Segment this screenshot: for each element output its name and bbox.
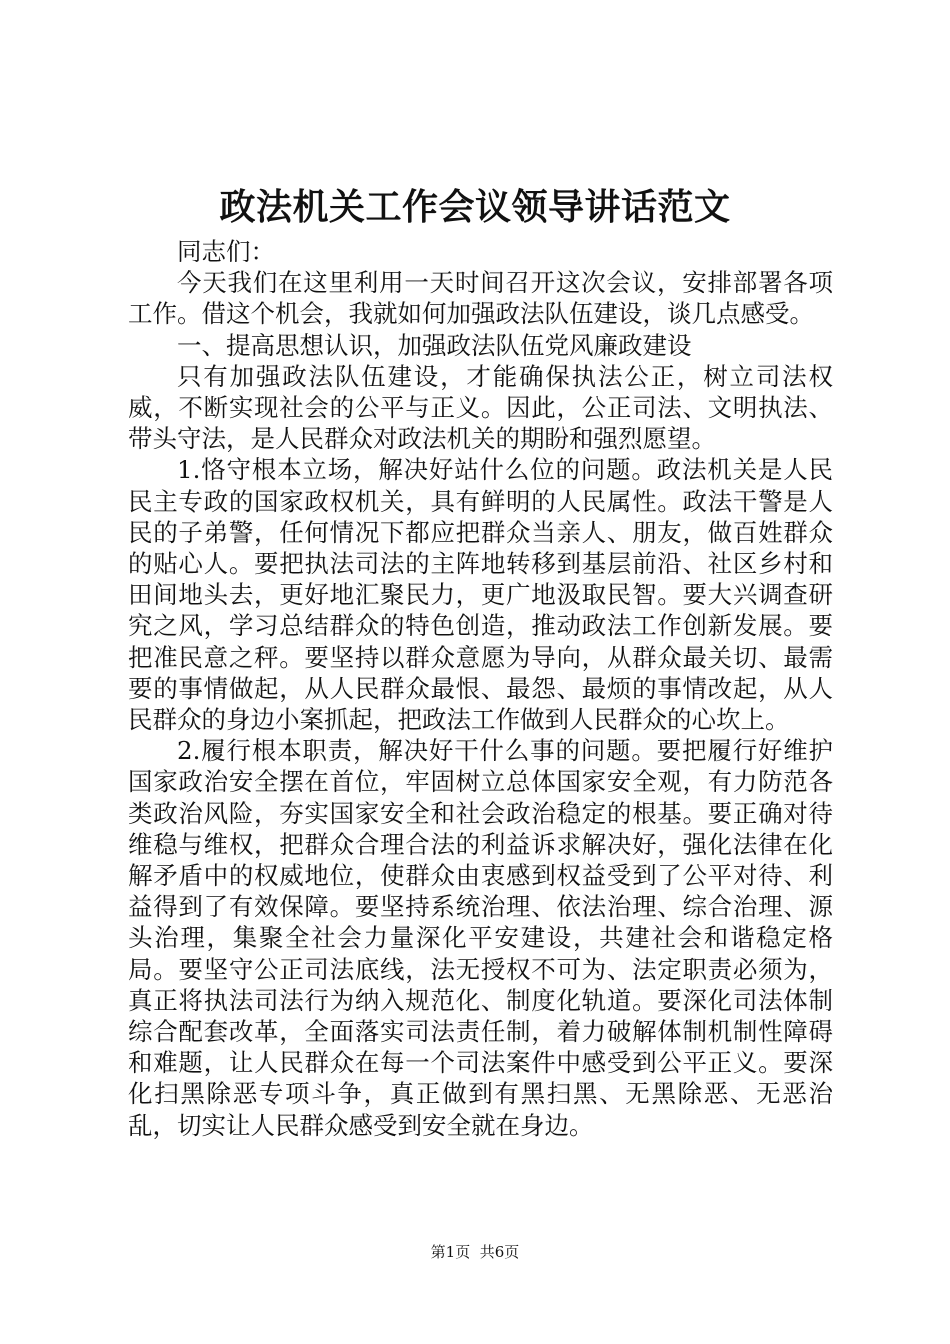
salutation-paragraph: 同志们： xyxy=(177,237,275,266)
section-heading: 一、提高思想认识，加强政法队伍党风廉政建设 xyxy=(177,330,692,360)
body-paragraph: 只有加强政法队伍建设，才能确保执法公正，树立司法权威，不断实现社会的公平与正义。因此，公正司法、文明执法、带头守法，是人民群众对政法机关的期盼和强烈愿望。 xyxy=(128,361,833,454)
page-number: 第1页 xyxy=(430,1243,471,1261)
page-total: 共6页 xyxy=(479,1243,520,1261)
intro-paragraph: 今天我们在这里利用一天时间召开这次会议，安排部署各项工作。借这个机会，我就如何加强政法队伍建设，谈几点感受。 xyxy=(128,268,833,329)
document-title: 政法机关工作会议领导讲话范文 xyxy=(219,186,731,228)
document-body xyxy=(128,236,833,1141)
page-footer xyxy=(0,1242,950,1262)
body-paragraph: 1.恪守根本立场，解决好站什么位的问题。政法机关是人民民主专政的国家政权机关，具有鲜明的人民属性。政法干警是人民的子弟警，任何情况下都应把群众当亲人、朋友，做百姓群众的贴心人。要把执法司法的主阵地转移到基层前沿、社区乡村和田间地头去，更好地汇聚民力，更广地汲取民智。要大兴调查研究之风，学习总结群众的特色创造，推动政法工作创新发展。要把准民意之秤。要坚持以群众意愿为导向，从群众最关切、最需要的事情做起，从人民群众最恨、最怨、最烦的事情改起，从人民群众的身边小案抓起，把政法工作做到人民群众的心坎上。 xyxy=(128,455,833,735)
body-paragraph: 2.履行根本职责，解决好干什么事的问题。要把履行好维护国家政治安全摆在首位，牢固树立总体国家安全观，有力防范各类政治风险，夯实国家安全和社会政治稳定的根基。要正确对待维稳与维权，把群众合理合法的利益诉求解决好，强化法律在化解矛盾中的权威地位，使群众由衷感到权益受到了公平对待、利益得到了有效保障。要坚持系统治理、依法治理、综合治理、源头治理，集聚全社会力量深化平安建设，共建社会和谐稳定格局。要坚守公正司法底线，法无授权不可为、法定职责必须为，真正将执法司法行为纳入规范化、制度化轨道。要深化司法体制综合配套改革，全面落实司法责任制，着力破解体制机制性障碍和难题，让人民群众在每一个司法案件中感受到公平正义。要深化扫黑除恶专项斗争，真正做到有黑扫黑、无黑除恶、无恶治乱，切实让人民群众感受到安全就在身边。 xyxy=(128,736,833,1140)
